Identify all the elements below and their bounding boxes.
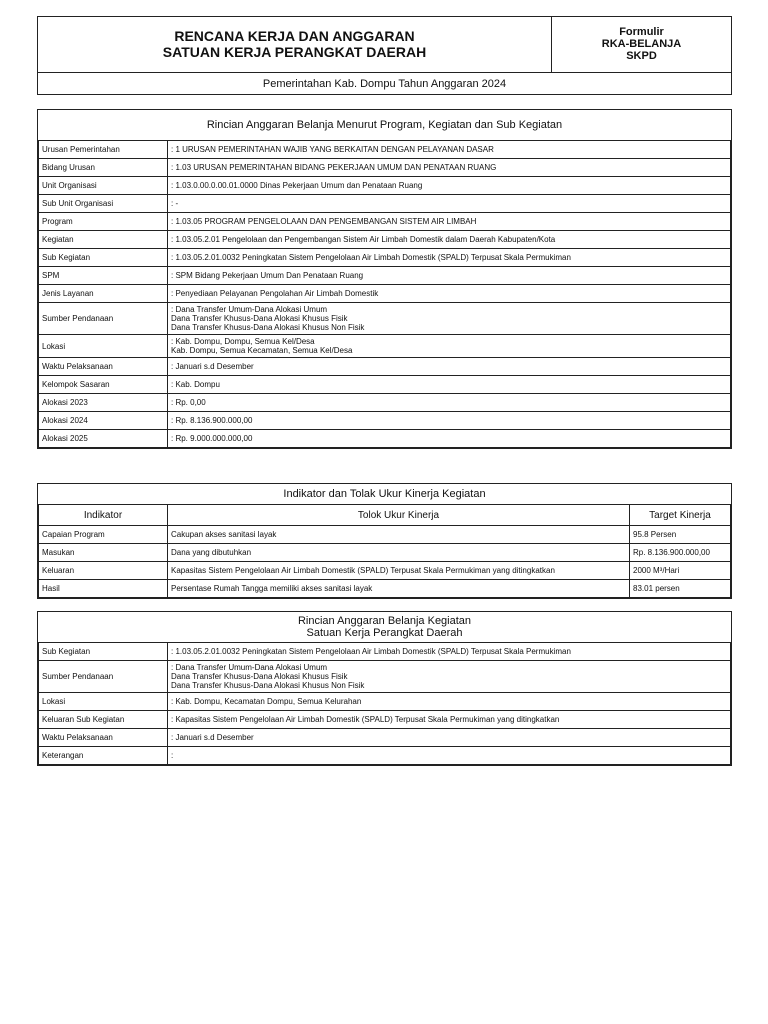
column-header: Target Kinerja <box>630 505 731 526</box>
table-row <box>39 562 731 580</box>
table-row <box>39 661 731 693</box>
row-value: : 1.03.05.2.01.0032 Peningkatan Sistem Pengelolaan Air Limbah Domestik (SPALD) Terpusat Skala Permukiman <box>168 643 731 661</box>
table-row <box>39 376 731 394</box>
row-value: : Penyediaan Pelayanan Pengolahan Air Limbah Domestik <box>168 285 731 303</box>
row-value: : 1.03.05.2.01 Pengelolaan dan Pengembangan Sistem Air Limbah Domestik dalam Daerah Kabupaten/Kota <box>168 231 731 249</box>
measure-cell: Cakupan akses sanitasi layak <box>168 526 630 544</box>
indicator-cell: Hasil <box>39 580 168 598</box>
funding-line: : Dana Transfer Umum-Dana Alokasi Umum <box>171 305 328 314</box>
row-value: : Rp. 0,00 <box>168 394 731 412</box>
table-row <box>39 285 731 303</box>
row-label: Kelompok Sasaran <box>39 376 168 394</box>
row-label: Sumber Pendanaan <box>39 661 168 693</box>
row-value: : - <box>168 195 731 213</box>
row-value <box>168 335 731 358</box>
activity-budget-table <box>38 612 731 765</box>
row-label: Urusan Pemerintahan <box>39 141 168 159</box>
indicator-cell: Masukan <box>39 544 168 562</box>
column-header: Indikator <box>39 505 168 526</box>
row-value: : 1.03.0.00.0.00.01.0000 Dinas Pekerjaan Umum dan Penataan Ruang <box>168 177 731 195</box>
activity-budget-section <box>37 611 732 766</box>
row-label: Sub Unit Organisasi <box>39 195 168 213</box>
measure-cell: Dana yang dibutuhkan <box>168 544 630 562</box>
section-title: Rincian Anggaran Belanja Menurut Program, Kegiatan dan Sub Kegiatan <box>206 119 563 131</box>
row-value: : Kab. Dompu, Kecamatan Dompu, Semua Kelurahan <box>168 693 731 711</box>
form-name: RKA-BELANJA <box>601 38 682 50</box>
table-row <box>39 267 731 285</box>
row-value: : SPM Bidang Pekerjaan Umum Dan Penataan Ruang <box>168 267 731 285</box>
target-cell: 83.01 persen <box>630 580 731 598</box>
row-value: : <box>168 747 731 765</box>
row-label: Alokasi 2024 <box>39 412 168 430</box>
indicator-cell: Capaian Program <box>39 526 168 544</box>
target-cell: 95.8 Persen <box>630 526 731 544</box>
row-value: : Januari s.d Desember <box>168 729 731 747</box>
row-label: Alokasi 2023 <box>39 394 168 412</box>
funding-line: Dana Transfer Khusus-Dana Alokasi Khusus Fisik <box>171 314 348 323</box>
document-subtitle: Pemerintahan Kab. Dompu Tahun Anggaran 2024 <box>38 72 731 94</box>
row-value: : 1.03.05 PROGRAM PENGELOLAAN DAN PENGEMBANGAN SISTEM AIR LIMBAH <box>168 213 731 231</box>
column-header: Tolok Ukur Kinerja <box>168 505 630 526</box>
row-label: Sub Kegiatan <box>39 249 168 267</box>
table-row <box>39 335 731 358</box>
location-line: : Kab. Dompu, Dompu, Semua Kel/Desa <box>171 337 315 346</box>
table-row <box>39 358 731 376</box>
title-line-1: RENCANA KERJA DAN ANGGARAN <box>174 28 415 44</box>
target-cell: Rp. 8.136.900.000,00 <box>630 544 731 562</box>
table-row <box>39 643 731 661</box>
program-detail-table <box>38 110 731 448</box>
funding-line: : Dana Transfer Umum-Dana Alokasi Umum <box>171 663 328 672</box>
table-row <box>39 213 731 231</box>
row-label: Lokasi <box>39 693 168 711</box>
table-row <box>39 526 731 544</box>
row-value: : Rp. 9.000.000.000,00 <box>168 430 731 448</box>
form-type: SKPD <box>626 50 657 62</box>
document-title <box>38 17 552 72</box>
row-value: : 1 URUSAN PEMERINTAHAN WAJIB YANG BERKAITAN DENGAN PELAYANAN DASAR <box>168 141 731 159</box>
indicator-cell: Keluaran <box>39 562 168 580</box>
table-header-row <box>39 505 731 526</box>
funding-line: Dana Transfer Khusus-Dana Alokasi Khusus Non Fisik <box>171 323 365 332</box>
row-label: Bidang Urusan <box>39 159 168 177</box>
section-title: Indikator dan Tolak Ukur Kinerja Kegiatan <box>283 488 486 500</box>
funding-line: Dana Transfer Khusus-Dana Alokasi Khusus Fisik <box>171 672 348 681</box>
table-row <box>39 231 731 249</box>
table-row <box>39 412 731 430</box>
row-value <box>168 661 731 693</box>
table-row <box>39 195 731 213</box>
table-row <box>39 141 731 159</box>
row-label: Keluaran Sub Kegiatan <box>39 711 168 729</box>
row-label: Jenis Layanan <box>39 285 168 303</box>
table-row <box>39 747 731 765</box>
row-label: Lokasi <box>39 335 168 358</box>
form-code <box>552 17 731 72</box>
row-label: SPM <box>39 267 168 285</box>
table-row <box>39 729 731 747</box>
performance-indicator-section <box>37 483 732 599</box>
document-header <box>37 16 732 95</box>
row-value: : Januari s.d Desember <box>168 358 731 376</box>
table-row <box>39 544 731 562</box>
row-label: Sumber Pendanaan <box>39 303 168 335</box>
table-row <box>39 430 731 448</box>
table-row <box>39 693 731 711</box>
row-value: : 1.03 URUSAN PEMERINTAHAN BIDANG PEKERJAAN UMUM DAN PENATAAN RUANG <box>168 159 731 177</box>
funding-line: Dana Transfer Khusus-Dana Alokasi Khusus Non Fisik <box>171 681 365 690</box>
row-label: Keterangan <box>39 747 168 765</box>
row-value: : Kab. Dompu <box>168 376 731 394</box>
row-label: Waktu Pelaksanaan <box>39 358 168 376</box>
table-row <box>39 303 731 335</box>
performance-indicator-table <box>38 484 731 598</box>
row-value <box>168 303 731 335</box>
measure-cell: Persentase Rumah Tangga memiliki akses sanitasi layak <box>168 580 630 598</box>
table-row <box>39 394 731 412</box>
measure-cell: Kapasitas Sistem Pengelolaan Air Limbah Domestik (SPALD) Terpusat Skala Permukiman yang ditingkatkan <box>168 562 630 580</box>
row-label: Kegiatan <box>39 231 168 249</box>
row-value: : Rp. 8.136.900.000,00 <box>168 412 731 430</box>
table-row <box>39 177 731 195</box>
section-title-line-2: Satuan Kerja Perangkat Daerah <box>306 627 463 639</box>
form-label: Formulir <box>619 26 664 38</box>
table-row <box>39 580 731 598</box>
row-label: Waktu Pelaksanaan <box>39 729 168 747</box>
row-label: Alokasi 2025 <box>39 430 168 448</box>
row-label: Unit Organisasi <box>39 177 168 195</box>
section-title-line-1: Rincian Anggaran Belanja Kegiatan <box>297 615 472 627</box>
table-row <box>39 711 731 729</box>
table-row <box>39 249 731 267</box>
target-cell: 2000 M³/Hari <box>630 562 731 580</box>
section-title <box>39 612 731 643</box>
row-label: Sub Kegiatan <box>39 643 168 661</box>
location-line: Kab. Dompu, Semua Kecamatan, Semua Kel/Desa <box>171 346 353 355</box>
row-label: Program <box>39 213 168 231</box>
row-value: : Kapasitas Sistem Pengelolaan Air Limbah Domestik (SPALD) Terpusat Skala Permukiman yang ditingkatkan <box>168 711 731 729</box>
row-value: : 1.03.05.2.01.0032 Peningkatan Sistem Pengelolaan Air Limbah Domestik (SPALD) Terpusat Skala Permukiman <box>168 249 731 267</box>
title-line-2: SATUAN KERJA PERANGKAT DAERAH <box>162 44 427 60</box>
table-row <box>39 159 731 177</box>
program-detail-section <box>37 109 732 449</box>
